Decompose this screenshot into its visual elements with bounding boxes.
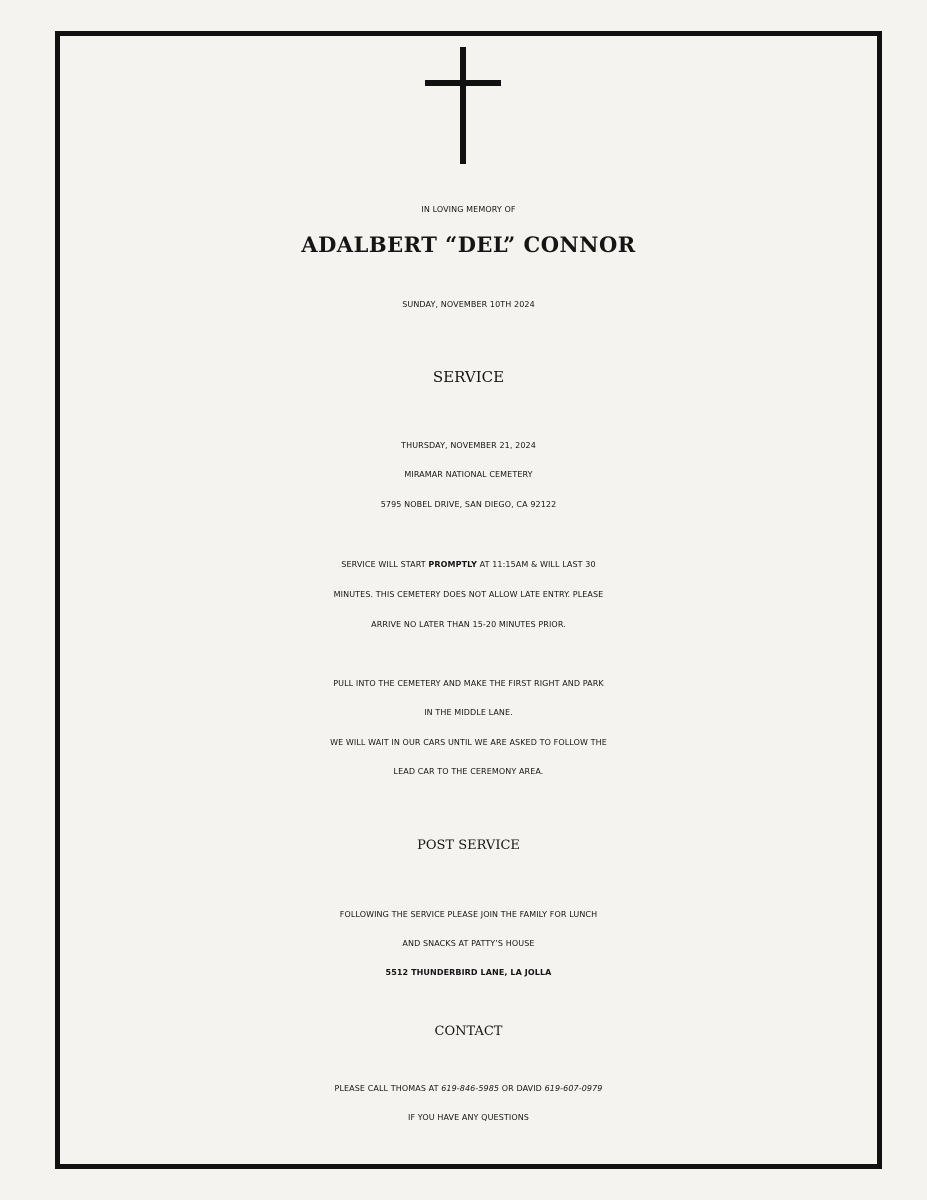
parking-line-4: LEAD CAR TO THE CEREMONY AREA.: [393, 767, 544, 776]
parking-line-2: IN THE MIDDLE LANE.: [424, 708, 513, 717]
service-address: 5795 NOBEL DRIVE, SAN DIEGO, CA 92122: [380, 500, 557, 509]
service-location: MIRAMAR NATIONAL CEMETERY: [404, 470, 533, 479]
service-heading: SERVICE: [432, 368, 505, 386]
page-border: [55, 31, 882, 1169]
contact-heading: CONTACT: [434, 1024, 503, 1039]
service-timing-line-2: MINUTES. THIS CEMETERY DOES NOT ALLOW LATE ENTRY. PLEASE: [333, 590, 604, 599]
contact-line-2: IF YOU HAVE ANY QUESTIONS: [408, 1113, 529, 1122]
promptly-emphasis: PROMPTLY: [428, 560, 477, 569]
phone-thomas: 619-846-5985: [441, 1084, 500, 1093]
cross-icon: [425, 47, 501, 164]
post-service-address: 5512 THUNDERBIRD LANE, LA JOLLA: [385, 968, 552, 977]
post-service-heading: POST SERVICE: [417, 838, 520, 853]
parking-line-1: PULL INTO THE CEMETERY AND MAKE THE FIRST RIGHT AND PARK: [333, 679, 604, 688]
memorial-intro: IN LOVING MEMORY OF: [421, 205, 516, 214]
service-date: THURSDAY, NOVEMBER 21, 2024: [401, 441, 536, 450]
post-service-line-2: AND SNACKS AT PATTY’S HOUSE: [402, 939, 535, 948]
phone-david: 619-607-0979: [544, 1084, 603, 1093]
contact-line-1: PLEASE CALL THOMAS AT 619-846-5985 OR DAVID 619-607-0979: [334, 1084, 603, 1093]
parking-line-3: WE WILL WAIT IN OUR CARS UNTIL WE ARE ASKED TO FOLLOW THE: [330, 738, 607, 747]
service-timing-line-1: SERVICE WILL START PROMPTLY AT 11:15AM & WILL LAST 30: [341, 560, 596, 569]
post-service-line-1: FOLLOWING THE SERVICE PLEASE JOIN THE FAMILY FOR LUNCH: [339, 910, 598, 919]
memorial-date: SUNDAY, NOVEMBER 10TH 2024: [402, 300, 535, 309]
service-timing-line-3: ARRIVE NO LATER THAN 15-20 MINUTES PRIOR.: [371, 620, 566, 629]
deceased-name: ADALBERT “DEL” CONNOR: [301, 232, 636, 257]
